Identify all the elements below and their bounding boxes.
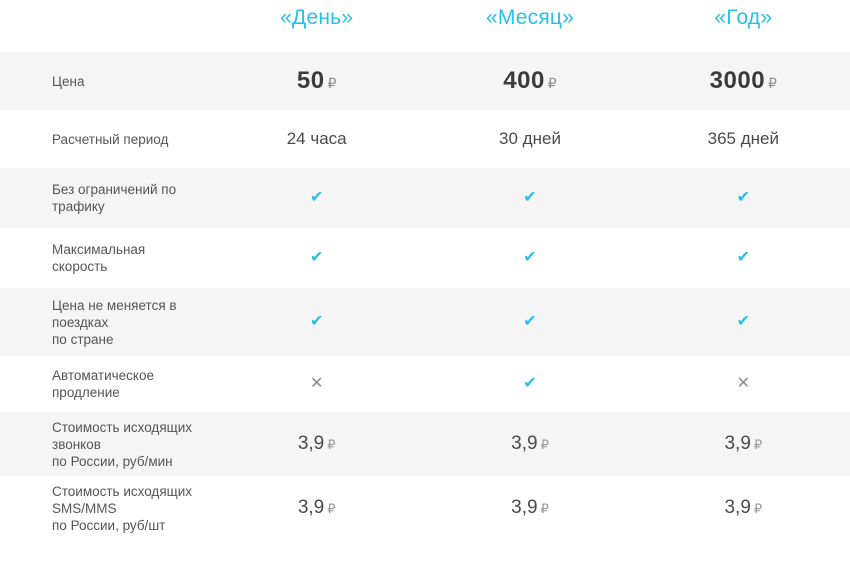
check-icon: ✔ xyxy=(309,189,324,206)
rate-value: 3,9 xyxy=(724,497,751,518)
row-label: Цена xyxy=(52,73,85,89)
table-row-outgoing-sms-rate xyxy=(0,476,850,540)
period-value: 30 дней xyxy=(499,129,561,148)
check-icon: ✔ xyxy=(736,189,751,206)
currency-symbol: ₽ xyxy=(327,501,336,516)
row-label-line2: по стране xyxy=(52,331,114,347)
row-label xyxy=(0,483,210,534)
check-icon: ✔ xyxy=(309,249,324,266)
traffic-cell-year xyxy=(637,189,850,207)
roaming-cell-month xyxy=(423,313,636,331)
rate-value: 3,9 xyxy=(297,497,325,518)
cross-icon: ✕ xyxy=(736,375,751,392)
table-header-row xyxy=(0,0,850,52)
sms-rate-cell-month xyxy=(423,497,636,519)
check-icon: ✔ xyxy=(309,313,324,330)
row-label-line1: Стоимость исходящих звонков xyxy=(52,419,193,452)
calls-rate-cell-month xyxy=(423,433,636,455)
rate-value: 3,9 xyxy=(511,433,538,454)
auto-renewal-cell-month xyxy=(423,375,636,393)
row-label-line2: по России, руб/шт xyxy=(52,517,166,533)
period-cell-day xyxy=(210,129,423,149)
row-label-line2: по России, руб/мин xyxy=(52,453,173,469)
auto-renewal-cell-day xyxy=(210,375,423,393)
currency-symbol: ₽ xyxy=(327,437,336,452)
calls-rate-cell-year xyxy=(637,433,850,455)
price-cell-day xyxy=(210,67,423,95)
speed-cell-month xyxy=(423,249,636,267)
plan-column-day xyxy=(210,6,423,30)
sms-rate-cell-day xyxy=(210,497,423,519)
traffic-cell-day xyxy=(210,189,423,207)
row-label: Без ограничений по трафику xyxy=(52,182,177,214)
period-value: 24 часа xyxy=(286,129,347,148)
roaming-cell-day xyxy=(210,313,423,331)
price-cell-year xyxy=(637,67,850,95)
row-label: Автоматическое продление xyxy=(52,368,155,400)
check-icon: ✔ xyxy=(523,375,537,392)
table-row-unlimited-traffic xyxy=(0,168,850,228)
check-icon: ✔ xyxy=(523,313,537,330)
calls-rate-cell-day xyxy=(210,433,423,455)
plan-title: «День» xyxy=(280,6,354,29)
speed-cell-year xyxy=(637,249,850,267)
check-icon: ✔ xyxy=(736,249,751,266)
speed-cell-day xyxy=(210,249,423,267)
currency-symbol: ₽ xyxy=(768,75,777,91)
row-label-line1: Стоимость исходящих SMS/MMS xyxy=(52,483,193,516)
table-row-no-roaming-price-change xyxy=(0,288,850,356)
rate-value: 3,9 xyxy=(297,433,325,454)
rate-value: 3,9 xyxy=(511,497,538,518)
currency-symbol: ₽ xyxy=(540,437,549,452)
cross-icon: ✕ xyxy=(309,375,324,392)
table-row-max-speed xyxy=(0,228,850,288)
table-row-auto-renewal xyxy=(0,356,850,412)
plan-column-year xyxy=(637,6,850,30)
period-value: 365 дней xyxy=(707,129,779,148)
table-row-price xyxy=(0,52,850,110)
currency-symbol: ₽ xyxy=(753,437,763,452)
sms-rate-cell-year xyxy=(637,497,850,519)
check-icon: ✔ xyxy=(523,189,537,206)
plan-title: «Год» xyxy=(714,6,773,29)
period-cell-year xyxy=(637,129,850,149)
row-label: Максимальная скорость xyxy=(52,242,146,274)
auto-renewal-cell-year xyxy=(637,375,850,393)
price-value: 50 xyxy=(296,67,325,94)
period-cell-month xyxy=(423,129,636,149)
table-row-billing-period xyxy=(0,110,850,168)
currency-symbol: ₽ xyxy=(540,501,549,516)
roaming-cell-year xyxy=(637,313,850,331)
currency-symbol: ₽ xyxy=(753,501,763,516)
plan-title: «Месяц» xyxy=(485,6,575,29)
plan-column-month xyxy=(423,6,636,30)
traffic-cell-month xyxy=(423,189,636,207)
row-label: Расчетный период xyxy=(52,131,169,147)
row-label xyxy=(0,419,210,470)
row-label-line1: Цена не меняется в поездках xyxy=(52,297,177,330)
table-row-outgoing-calls-rate xyxy=(0,412,850,476)
check-icon: ✔ xyxy=(523,249,537,266)
rate-value: 3,9 xyxy=(724,433,751,454)
currency-symbol: ₽ xyxy=(547,75,557,91)
currency-symbol: ₽ xyxy=(327,75,337,91)
price-value: 3000 xyxy=(709,67,766,94)
price-value: 400 xyxy=(503,67,545,94)
price-cell-month xyxy=(423,67,636,95)
check-icon: ✔ xyxy=(736,313,751,330)
row-label xyxy=(0,297,210,348)
